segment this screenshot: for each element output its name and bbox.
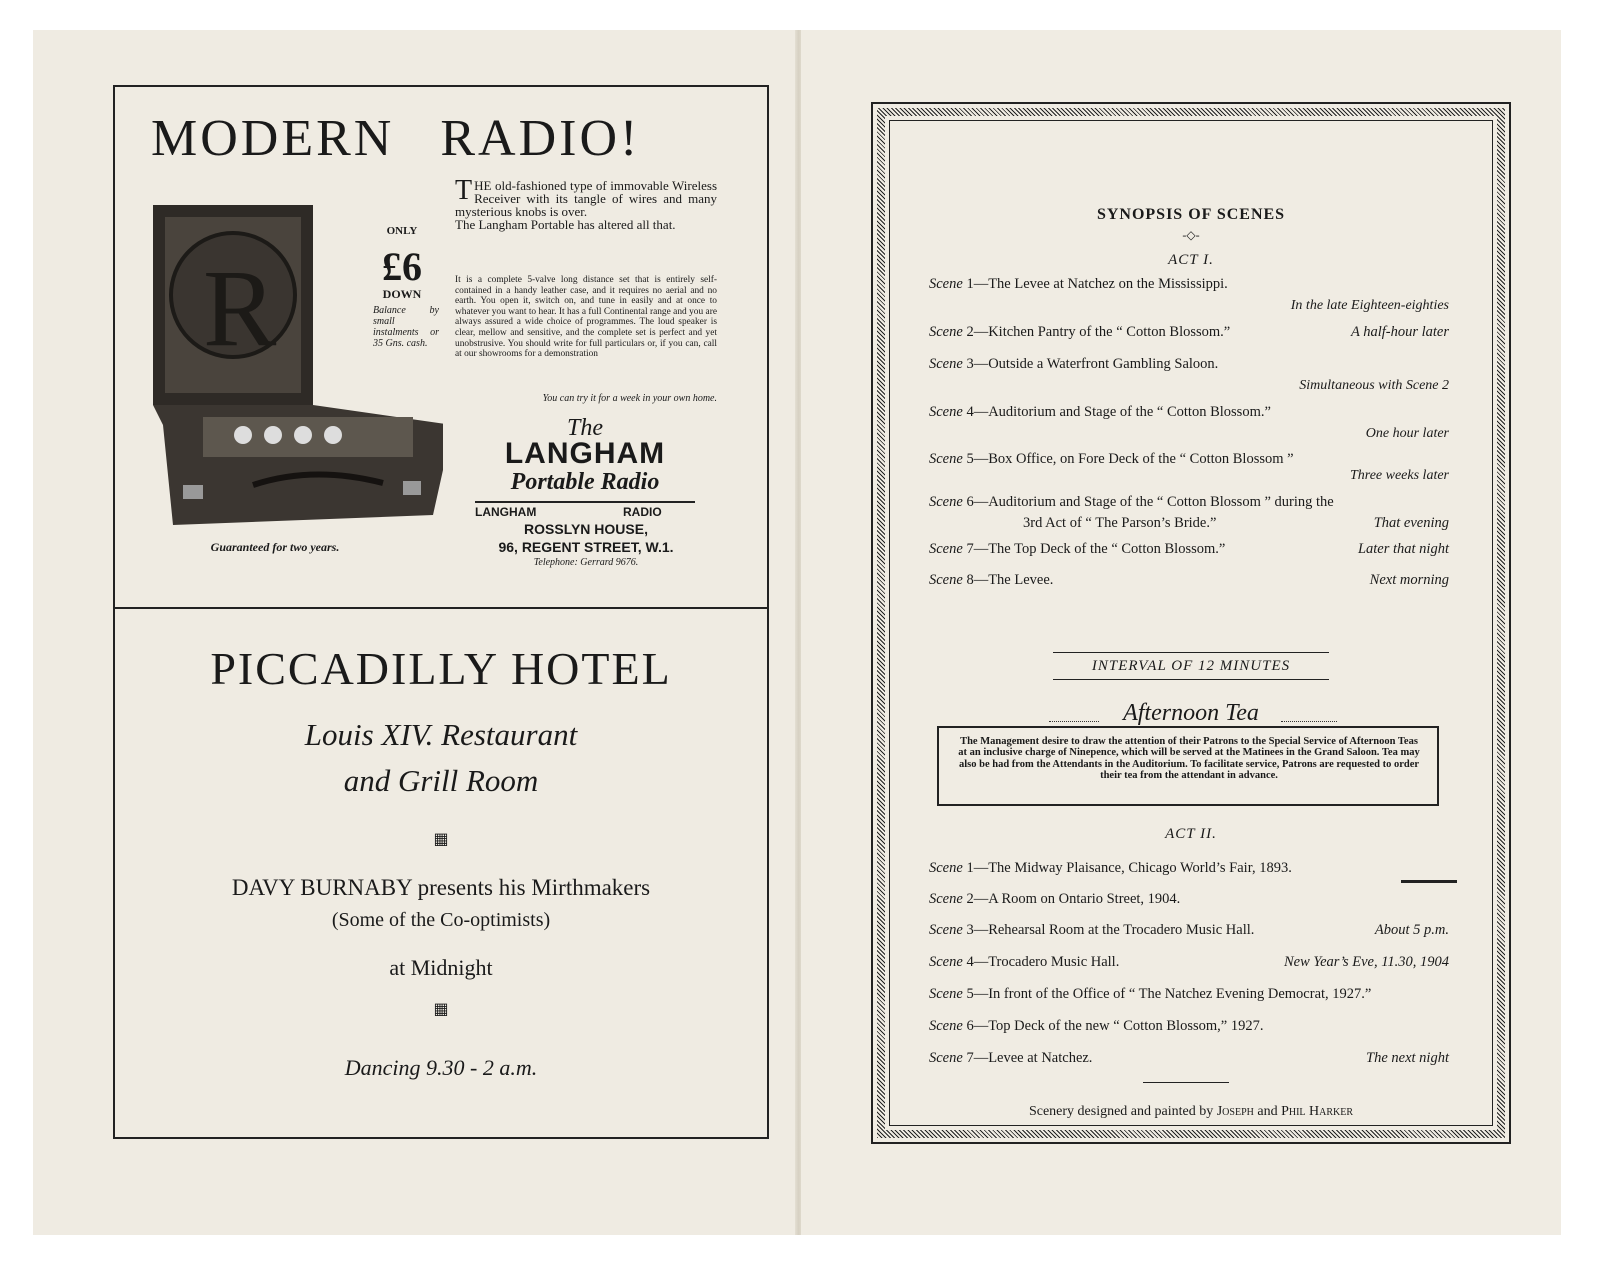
scene-note: Three weeks later (1349, 468, 1449, 483)
programme-spread (33, 30, 1561, 1235)
scene-text: 5—In front of the Office of “ The Natchez Evening Democrat, 1927.” (966, 986, 1372, 1002)
interval-banner: INTERVAL OF 12 MINUTES (1053, 652, 1329, 680)
scene-text: 5—Box Office, on Fore Deck of the “ Cotton Blossom ” (966, 451, 1294, 467)
synopsis-frame (871, 102, 1511, 1144)
scene-label: Scene (929, 891, 963, 907)
scene-row (929, 891, 1449, 908)
scene-label: Scene (929, 922, 963, 938)
diamond-ornament-icon: -◇- (1182, 228, 1200, 242)
radio-intro-text: HE old-fashioned type of immovable Wireless Receiver with its tangle of wires and many mysterious knobs is over. (455, 178, 717, 219)
scene-note: Next morning (1369, 572, 1449, 588)
logo-portable: Portable Radio (510, 469, 660, 495)
balance-note: Balance by small instalments or 35 Gns. cash. (373, 305, 439, 349)
scene-text: 3rd Act of “ The Parson’s Bride.” (1023, 515, 1217, 531)
ad-divider (115, 607, 767, 609)
scene-text: 2—Kitchen Pantry of the “ Cotton Blossom.” (966, 324, 1231, 340)
scene-note: In the late Eighteen-eighties (1290, 298, 1449, 313)
radio-ad-title: MODERN RADIO! (151, 110, 641, 167)
hotel-midnight: at Midnight (389, 955, 493, 980)
scene-text: 7—The Top Deck of the “ Cotton Blossom.” (966, 541, 1226, 557)
scene-text: 7—Levee at Natchez. (966, 1050, 1093, 1066)
langham-logo (467, 415, 703, 511)
scene-text: 3—Outside a Waterfront Gambling Saloon. (966, 356, 1219, 372)
scene-text: 6—Auditorium and Stage of the “ Cotton Blossom ” during the (966, 494, 1334, 510)
scene-label: Scene (929, 860, 963, 876)
scene-row (929, 954, 1449, 971)
scene-note: Later that night (1357, 541, 1449, 557)
credits-name-2: Phil Harker (1281, 1104, 1354, 1119)
radio-intro (455, 175, 717, 232)
afternoon-tea-text: The Management desire to draw the attention of their Patrons to the Special Service of Afternoon Teas at an inclusive charge of Ninepence, which will be served at the Matinees in the Grand Saloon. Tea may also be had from the Attendants in the Auditorium. To facilitate service, Patrons are requested to order their tea from the attendant in advance. (958, 736, 1420, 782)
scene-row (929, 922, 1449, 939)
scene-row-continued (1023, 515, 1449, 532)
scene-note: One hour later (1365, 426, 1449, 441)
tea-leader-right (1281, 721, 1337, 722)
credits-name-1: Joseph (1216, 1104, 1254, 1119)
scene-text: 1—The Midway Plaisance, Chicago World’s Fair, 1893. (966, 860, 1292, 876)
credits-and: and (1257, 1104, 1278, 1119)
scene-row (929, 1018, 1449, 1035)
afternoon-tea-title: Afternoon Tea (1123, 700, 1259, 726)
frame-inner (889, 120, 1493, 1126)
guarantee-text: Guaranteed for two years. (210, 540, 340, 554)
scene-label: Scene (929, 324, 963, 340)
logo-the: The (567, 415, 603, 441)
scene-row (929, 541, 1449, 558)
scene-note: Simultaneous with Scene 2 (1299, 378, 1449, 393)
scene-row (929, 494, 1449, 511)
credits-prefix: Scenery designed and painted by (1028, 1104, 1214, 1119)
scene-label: Scene (929, 986, 963, 1002)
radio-intro-text-2: The Langham Portable has altered all that. (455, 217, 676, 232)
act-1-heading: ACT I. (1168, 252, 1214, 268)
scene-row (929, 276, 1449, 293)
ornament-icon: ▦ (433, 831, 449, 848)
scene-note: The next night (1366, 1050, 1449, 1066)
credits-rule (1143, 1082, 1229, 1083)
scene-text: 1—The Levee at Natchez on the Mississippi. (966, 276, 1228, 292)
radio-try-text: You can try it for a week in your own home. (542, 393, 717, 404)
scene-label: Scene (929, 356, 963, 372)
dropcap: T (455, 175, 473, 206)
dash-rule (1401, 880, 1457, 883)
hotel-title: PICCADILLY HOTEL (210, 643, 672, 694)
hotel-subtitle-2: and Grill Room (343, 763, 539, 798)
hotel-dancing: Dancing 9.30 - 2 a.m. (344, 1055, 538, 1080)
scene-label: Scene (929, 954, 963, 970)
scene-label: Scene (929, 1050, 963, 1066)
scene-note: New Year’s Eve, 11.30, 1904 (1283, 954, 1449, 970)
hotel-cooptimists: (Some of the Co-optimists) (331, 909, 551, 931)
scene-row (929, 324, 1449, 341)
scene-row (929, 1050, 1449, 1067)
scene-label: Scene (929, 541, 963, 557)
scene-text: 2—A Room on Ontario Street, 1904. (966, 891, 1181, 907)
scene-note: A half-hour later (1350, 324, 1449, 340)
ornament-icon: ▦ (433, 1001, 449, 1018)
scene-row (929, 986, 1449, 1003)
scene-text: 4—Trocadero Music Hall. (966, 954, 1120, 970)
scene-note: That evening (1373, 515, 1449, 531)
scene-row (929, 404, 1449, 421)
scene-note: About 5 p.m. (1374, 922, 1449, 938)
scene-row (929, 860, 1449, 877)
act-2-heading: ACT II. (1165, 826, 1217, 842)
price-only-label: ONLY (386, 225, 418, 237)
radio-body-text: It is a complete 5-valve long distance set that is entirely self-contained in a handy leather case, and it requires no aerial and no earth. You open it, switch on, and tune in easily and at once to whatever you want to hear. It has a full Continental range and you are always assured a wide choice of programmes. The loud speaker is clear, mellow and sensitive, and the complete set is perfect and yet unobstrusive. You should write for full particulars or, if you can, call at our showrooms for a demonstration (455, 275, 717, 360)
afternoon-tea-box (937, 726, 1439, 806)
ad-box (113, 85, 769, 1139)
right-page (801, 30, 1561, 1235)
price-value: £6 (382, 244, 422, 289)
scene-label: Scene (929, 404, 963, 420)
scenery-credits (873, 1104, 1509, 1120)
left-page (33, 30, 798, 1235)
hotel-presents: DAVY BURNABY presents his Mirthmakers (231, 875, 651, 900)
address-house: ROSSLYN HOUSE, (524, 521, 648, 537)
scene-text: 8—The Levee. (966, 572, 1054, 588)
scene-row (929, 356, 1449, 373)
scene-text: 6—Top Deck of the new “ Cotton Blossom,” 1927. (966, 1018, 1264, 1034)
scene-text: 4—Auditorium and Stage of the “ Cotton Blossom.” (966, 404, 1271, 420)
scene-label: Scene (929, 572, 963, 588)
scene-label: Scene (929, 494, 963, 510)
synopsis-title: SYNOPSIS OF SCENES (1096, 206, 1286, 223)
address-right: RADIO (623, 505, 662, 519)
hotel-subtitle-1: Louis XIV. Restaurant (304, 717, 578, 752)
scene-label: Scene (929, 1018, 963, 1034)
price-down-label: DOWN (382, 287, 422, 301)
logo-name: LANGHAM (504, 437, 666, 470)
svg-text:R: R (203, 247, 277, 369)
address-telephone: Telephone: Gerrard 9676. (533, 557, 639, 568)
address-street: 96, REGENT STREET, W.1. (498, 539, 674, 555)
scene-label: Scene (929, 276, 963, 292)
address-left: LANGHAM (475, 505, 537, 519)
scene-row (929, 451, 1449, 468)
scene-row (929, 572, 1449, 589)
scene-label: Scene (929, 451, 963, 467)
logo-rule (475, 501, 695, 503)
scene-text: 3—Rehearsal Room at the Trocadero Music Hall. (966, 922, 1255, 938)
